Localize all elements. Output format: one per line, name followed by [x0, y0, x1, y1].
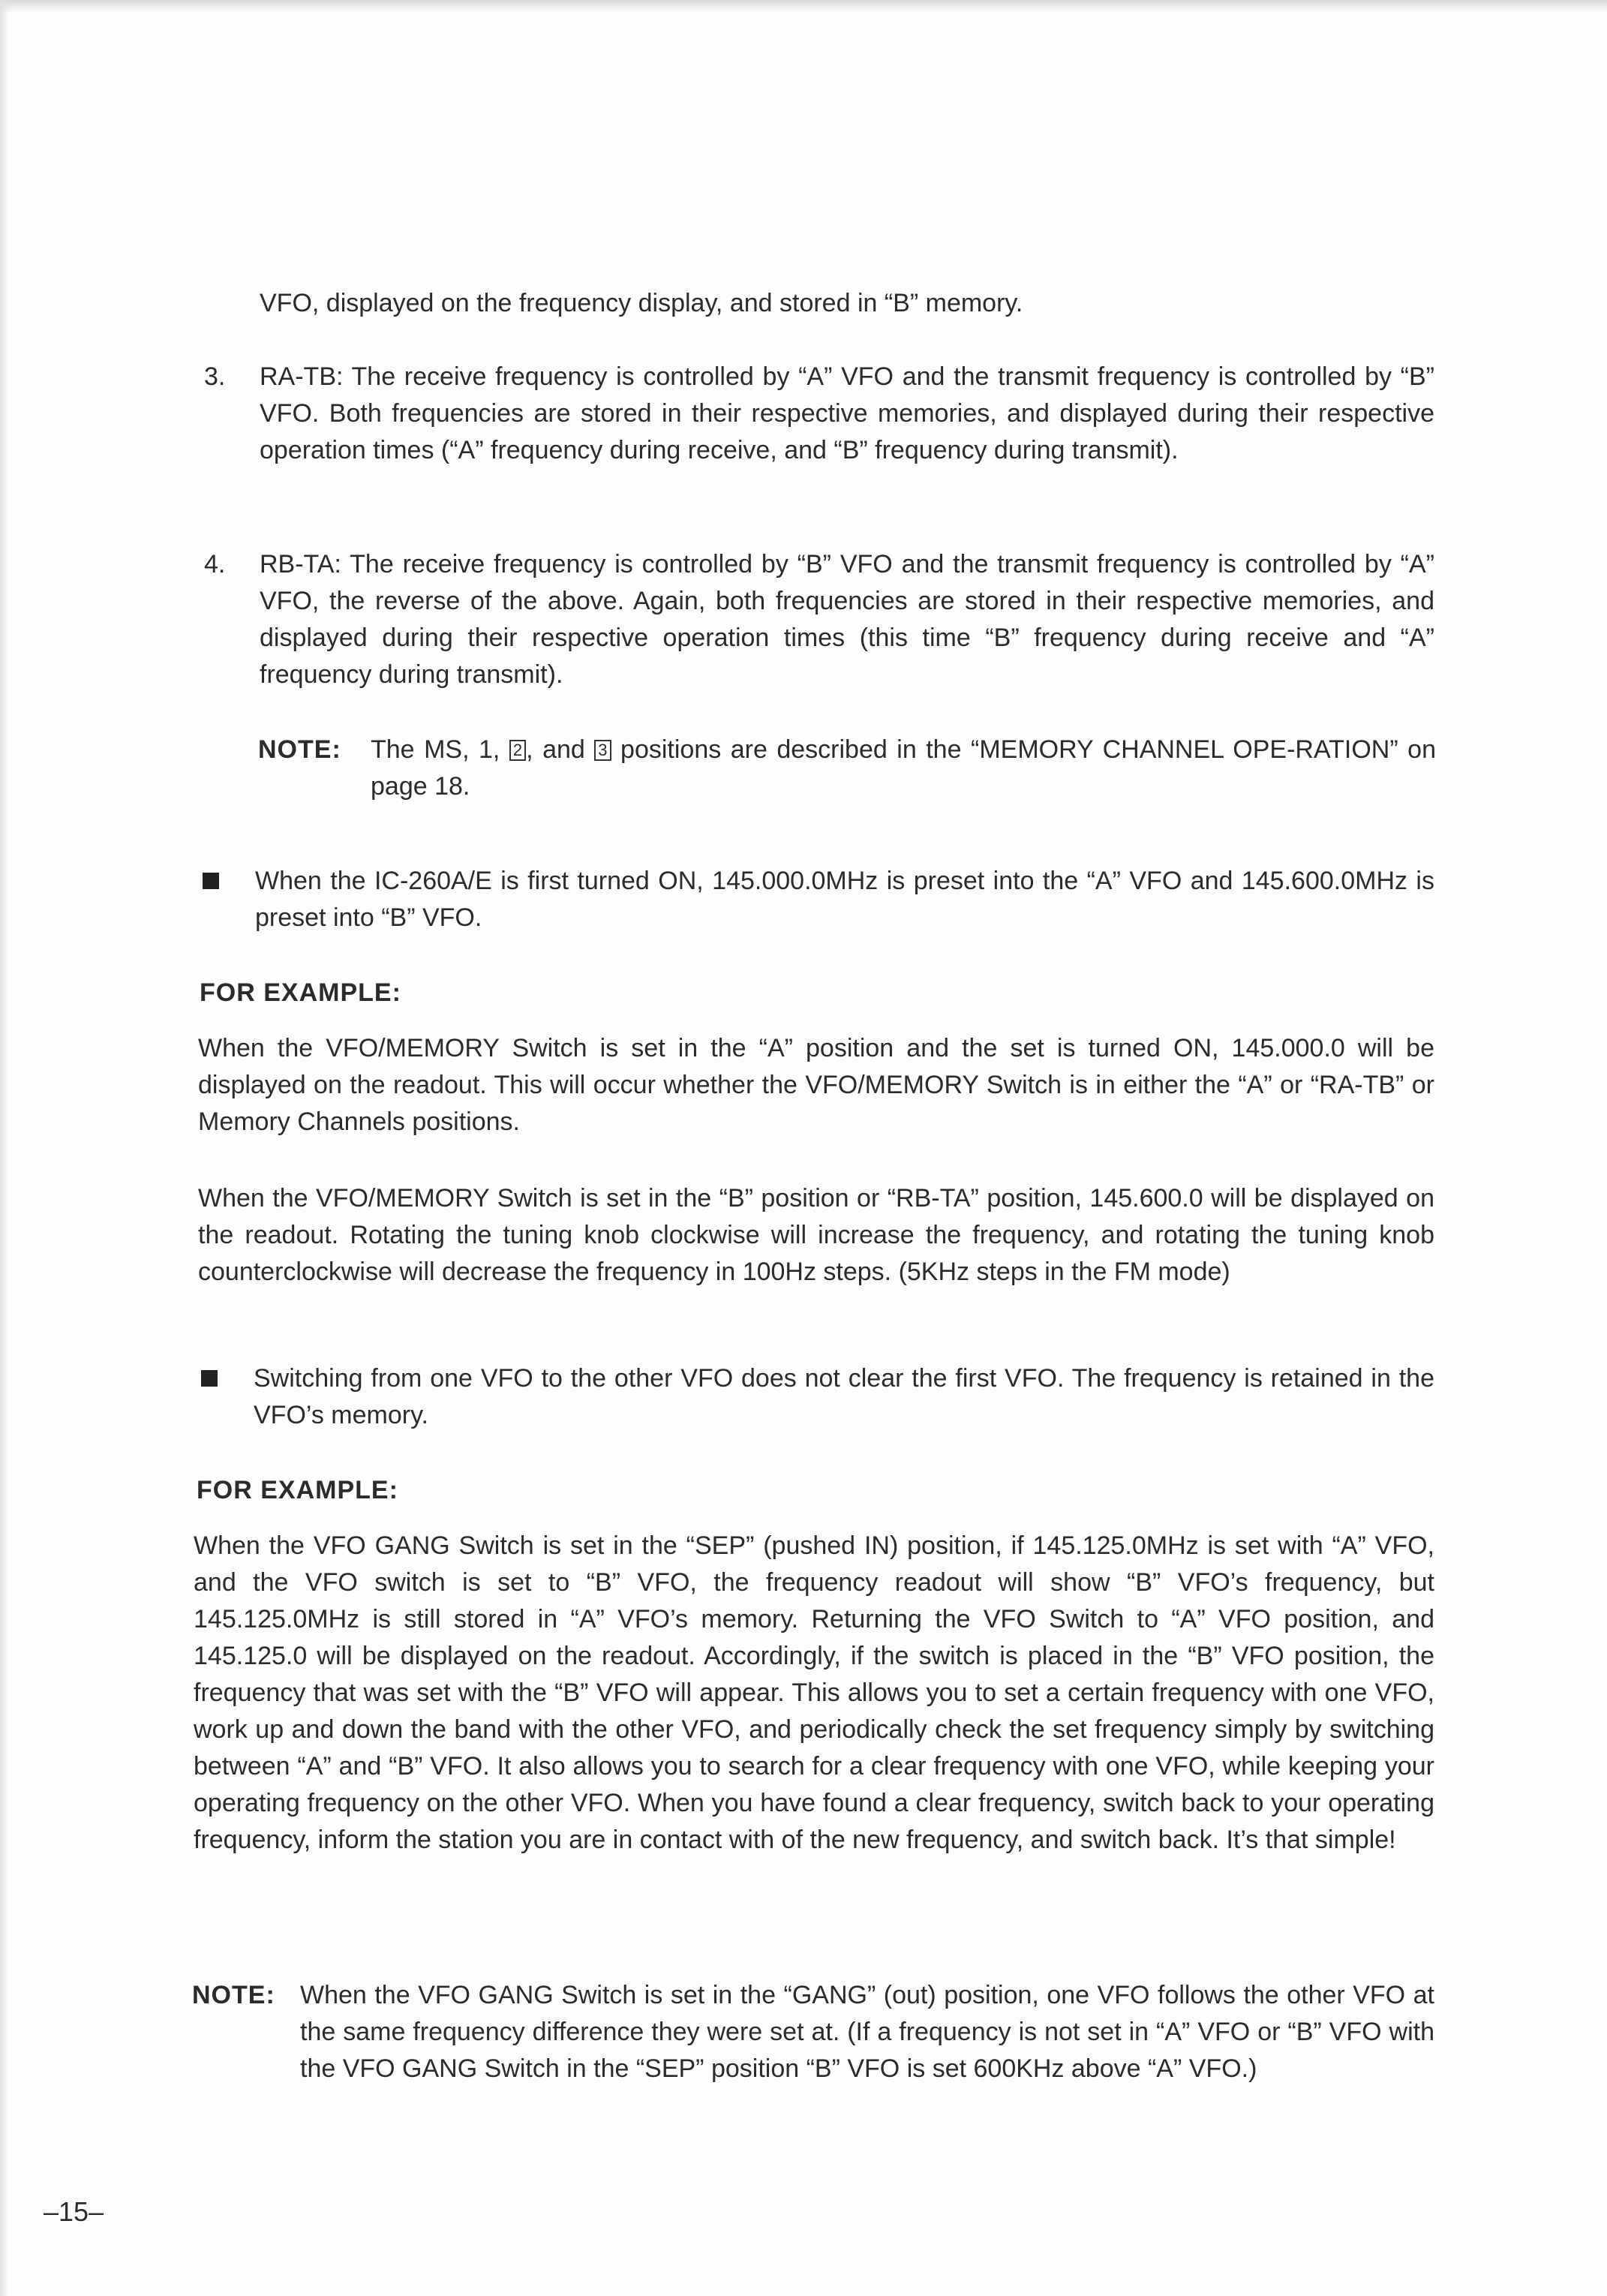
list-item-3 — [204, 359, 1434, 509]
note-text — [371, 732, 1436, 805]
example-heading: FOR EXAMPLE: — [200, 978, 401, 1007]
example-paragraph: When the VFO/MEMORY Switch is set in the “A” position and the set is turned ON, 145.000.0 will be displayed on the readout. This will occur whether the VFO/MEMORY Switch is in either the “A” or “RA-TB” or Memory Channels positions. — [198, 1034, 1434, 1136]
boxed-number-3: 3 — [594, 740, 611, 761]
bullet-square-icon — [203, 873, 219, 889]
note-label: NOTE: — [258, 735, 341, 764]
list-item-number: 4. — [204, 550, 226, 579]
bullet-square-icon — [201, 1370, 218, 1387]
bullet-text: Switching from one VFO to the other VFO does not clear the first VFO. The frequency is retained in the VFO’s memory. — [254, 1364, 1434, 1429]
page-number: –15– — [44, 2196, 104, 2227]
list-item-text: RB-TA: The receive frequency is controlled by “B” VFO and the transmit frequency is controlled by “A” VFO, the reverse of the above. Again, both frequencies are stored in their respective memories, and displayed during their respective operation times (this time “B” frequency during receive and “A” frequency during transmit). — [260, 550, 1434, 689]
boxed-number-2: 2 — [509, 740, 526, 761]
list-item-text: RA-TB: The receive frequency is controlled by “A” VFO and the transmit frequency is controlled by “B” VFO. Both frequencies are stored in their respective memories, and displayed during their respective operation times (“A” frequency during receive, and “B” frequency during transmit). — [260, 362, 1434, 464]
intro-line: VFO, displayed on the frequency display, and stored in “B” memory. — [260, 289, 1023, 317]
bullet-text: When the IC-260A/E is first turned ON, 145.000.0MHz is preset into the “A” VFO and 145.600.0MHz is preset into “B” VFO. — [255, 867, 1434, 932]
example-paragraph: When the VFO GANG Switch is set in the “SEP” (pushed IN) position, if 145.125.0MHz is set with “A” VFO, and the VFO switch is set to “B” VFO, the frequency readout will show “B” VFO’s frequency, but 145.125.0MHz is still stored in “A” VFO’s memory. Returning the VFO Switch to “A” VFO position, and 145.125.0 will be displayed on the readout. Accordingly, if the switch is placed in the “B” VFO position, the frequency that was set with the “B” VFO will appear. This allows you to set a certain frequency with one VFO, work up and down the band with the other VFO, and periodically check the set frequency simply by switching between “A” and “B” VFO. It also allows you to search for a clear frequency with one VFO, while keeping your operating frequency on the other VFO. When you have found a clear frequency, switch back to your operating frequency, inform the station you are in contact with of the new frequency, and switch back. It’s that simple! — [194, 1531, 1434, 1854]
list-item-4 — [204, 546, 1434, 696]
note-text-part: , and — [526, 735, 595, 764]
list-item-number: 3. — [204, 362, 226, 391]
example-paragraph: When the VFO/MEMORY Switch is set in the “B” position or “RB-TA” position, 145.600.0 will be displayed on the readout. Rotating the tuning knob clockwise will increase the frequency, and rotating the tuning knob counterclockwise will decrease the frequency in 100Hz steps. (5KHz steps in the FM mode) — [198, 1184, 1434, 1286]
note-label: NOTE: — [192, 1981, 275, 2009]
note-text-part: The MS, 1, — [371, 735, 509, 764]
note-text-part: positions are described in the “MEMORY CHANNEL OPE-RATION” on page 18. — [371, 735, 1436, 801]
scan-binding-edge — [0, 0, 9, 2296]
example-heading: FOR EXAMPLE: — [197, 1476, 398, 1504]
note-text: When the VFO GANG Switch is set in the “GANG” (out) position, one VFO follows the other VFO at the same frequency difference they were set at. (If a frequency is not set in “A” VFO or “B” VFO with the VFO GANG Switch in the “SEP” position “B” VFO is set 600KHz above “A” VFO.) — [300, 1981, 1434, 2083]
scan-top-edge — [0, 0, 1607, 14]
